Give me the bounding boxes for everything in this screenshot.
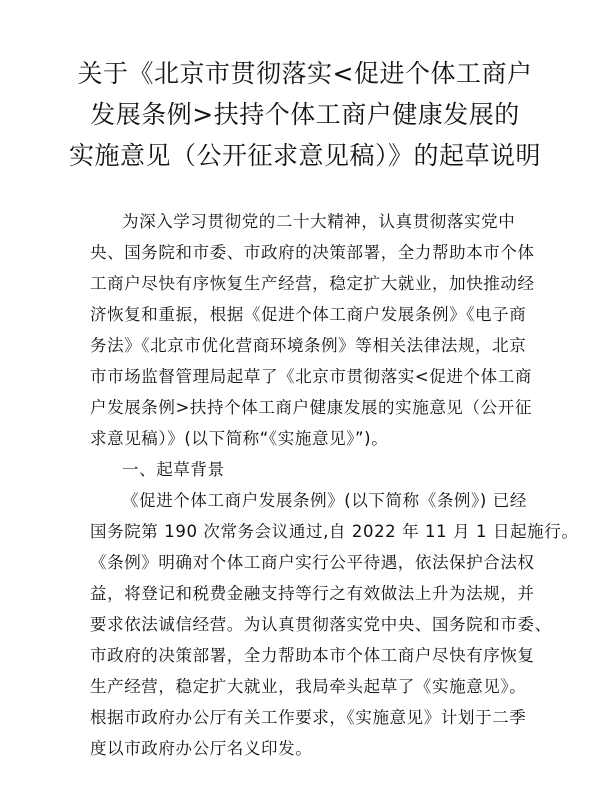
section1-line: 根据市政府办公厅有关工作要求，《实施意见》计划于二季 <box>90 708 527 727</box>
title-line-2: 发展条例>扶持个体工商户健康发展的 <box>90 100 520 129</box>
intro-line: 市市场监督管理局起草了《北京市贯彻落实<促进个体工商 <box>90 367 532 386</box>
intro-line: 济恢复和重振，根据《促进个体工商户发展条例》《电子商 <box>90 305 527 324</box>
section1-line: 度以市政府办公厅名义印发。 <box>90 739 313 758</box>
section1-line: 益，将登记和税费金融支持等行之有效做法上升为法规，并 <box>90 584 535 603</box>
title-line-3: 实施意见（公开征求意见稿）》的起草说明 <box>68 141 541 170</box>
intro-line: 户发展条例>扶持个体工商户健康发展的实施意见（公开征 <box>90 398 532 417</box>
section1-line: 国务院第 190 次常务会议通过,自 2022 年 11 月 1 日起施行。 <box>90 522 579 541</box>
section-heading: 一、起草背景 <box>122 460 225 479</box>
intro-line: 央、国务院和市委、市政府的决策部署，全力帮助本市个体 <box>90 243 535 262</box>
section1-line: 《促进个体工商户发展条例》(以下简称《条例》) 已经 <box>122 491 527 510</box>
intro-line: 工商户尽快有序恢复生产经营，稳定扩大就业，加快推动经 <box>90 274 535 293</box>
intro-line: 求意见稿）》(以下简称“《实施意见》”)。 <box>90 429 389 448</box>
section1-line: 《条例》明确对个体工商户实行公平待遇，依法保护合法权 <box>90 553 535 572</box>
intro-line: 为深入学习贯彻党的二十大精神，认真贯彻落实党中 <box>122 212 516 231</box>
section1-line: 生产经营，稳定扩大就业，我局牵头起草了《实施意见》。 <box>90 677 527 696</box>
section1-line: 要求依法诚信经营。为认真贯彻落实党中央、国务院和市委、 <box>90 615 552 634</box>
intro-line: 务法》《北京市优化营商环境条例》等相关法律法规，北京 <box>90 336 527 355</box>
title-line-1: 关于《北京市贯彻落实<促进个体工商户 <box>77 59 533 88</box>
section1-line: 市政府的决策部署，全力帮助本市个体工商户尽快有序恢复 <box>90 646 535 665</box>
